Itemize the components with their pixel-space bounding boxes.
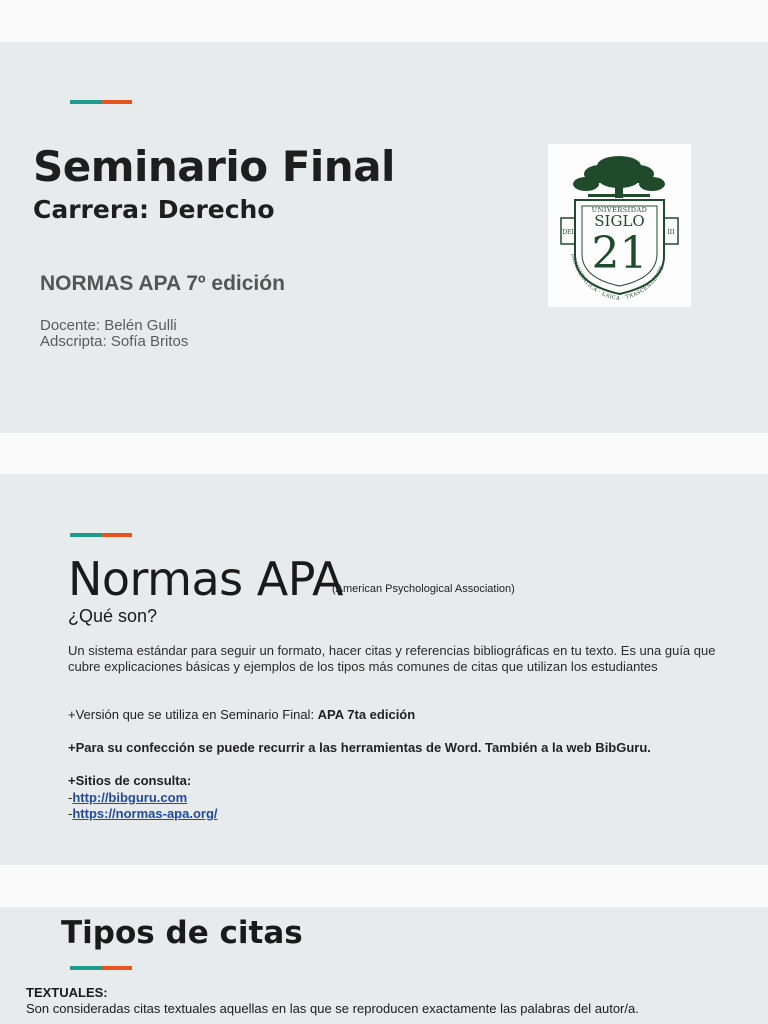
logo-name-text: SIGLO <box>594 212 645 230</box>
logo-left-text: DEI <box>562 229 574 236</box>
confeccion-line: +Para su confección se puede recurrir a las herramientas de Word. También a la web BibGuru. <box>68 740 651 755</box>
page-title: Seminario Final <box>33 142 395 191</box>
accent-bar <box>70 100 132 104</box>
logo-number-text: 21 <box>591 228 648 279</box>
version-prefix: +Versión que se utiliza en Seminario Final: <box>68 707 318 722</box>
normas-apa-link[interactable]: https://normas-apa.org/ <box>72 806 218 821</box>
logo-top-text: UNIVERSIDAD <box>591 206 648 214</box>
version-value: APA 7ta edición <box>317 707 416 722</box>
apa-full-name: (American Psychological Association) <box>332 583 515 595</box>
normas-apa-title: Normas APA <box>68 552 343 606</box>
link-row: -https://normas-apa.org/ <box>68 806 218 821</box>
accent-bar <box>70 533 132 537</box>
link-row: -http://bibguru.com <box>68 790 188 805</box>
accent-bar <box>70 966 132 970</box>
university-logo <box>548 144 691 307</box>
slide-tipos-de-citas <box>0 907 768 1024</box>
career-subtitle: Carrera: Derecho <box>33 195 275 224</box>
textuales-text: Son consideradas citas textuales aquellas en las que se reproducen exactamente las palabras del autor/a. <box>26 1001 639 1016</box>
textuales-label: TEXTUALES: <box>26 985 108 1000</box>
description-text: Un sistema estándar para seguir un formato, hacer citas y referencias bibliográficas en tu texto. Es una guía que cubre explicaciones básicas y ejemplos de los tipos más comunes de citas que utilizan los estudiantes <box>68 643 716 674</box>
siglo21-crest-icon <box>548 144 691 307</box>
version-line <box>68 707 415 722</box>
slide-title <box>0 42 768 433</box>
sitios-heading: +Sitios de consulta: <box>68 773 192 788</box>
question-heading: ¿Qué son? <box>68 606 158 626</box>
adscripta-text: Adscripta: Sofía Britos <box>40 333 189 350</box>
normas-heading: NORMAS APA 7º edición <box>40 272 285 295</box>
logo-bottom-text: DEMOCRÁTICA · LAICA · TRASCENDENTE <box>569 253 666 303</box>
logo-right-text: III <box>667 229 675 236</box>
docente-text: Docente: Belén Gulli <box>40 317 177 334</box>
slide-normas-apa <box>0 474 768 865</box>
bibguru-link[interactable]: http://bibguru.com <box>72 790 188 805</box>
tipos-citas-title: Tipos de citas <box>61 915 303 951</box>
